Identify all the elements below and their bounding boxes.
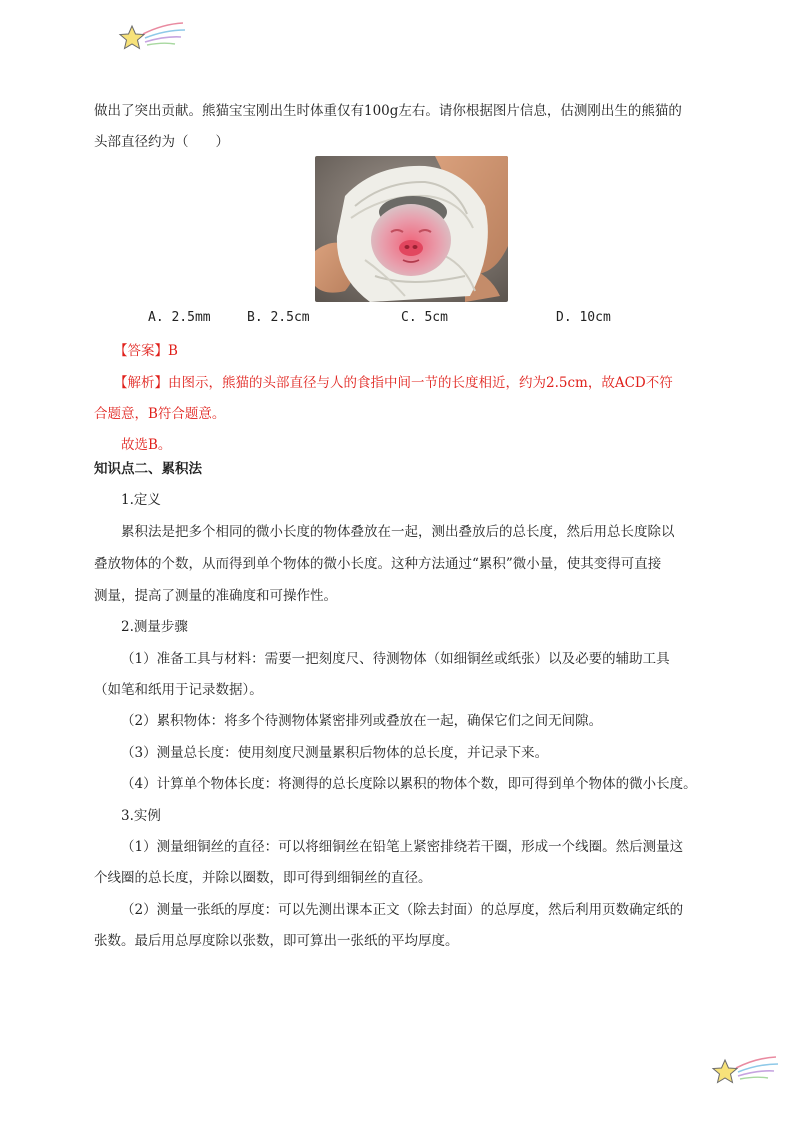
answer-label: 【答案】 bbox=[114, 343, 168, 359]
option-a: A. 2.5mm bbox=[148, 310, 211, 325]
definition-title: 1.定义 bbox=[121, 492, 161, 508]
step-3: （3）测量总长度：使用刻度尺测量累积后物体的总长度，并记录下来。 bbox=[121, 745, 549, 761]
answer-line bbox=[114, 341, 178, 361]
step-1-line-2: （如笔和纸用于记录数据）。 bbox=[94, 682, 263, 698]
step-2: （2）累积物体：将多个待测物体紧密排列或叠放在一起，确保它们之间无间隙。 bbox=[121, 713, 603, 729]
example-2-line-1: （2）测量一张纸的厚度：可以先测出课本正文（除去封面）的总厚度，然后利用页数确定纸的 bbox=[121, 902, 684, 918]
analysis-line-2: 合题意，B符合题意。 bbox=[94, 406, 226, 422]
analysis-conclusion: 故选B。 bbox=[121, 437, 172, 453]
steps-title: 2.测量步骤 bbox=[121, 619, 188, 635]
option-d: D. 10cm bbox=[556, 310, 611, 325]
definition-line-2: 叠放物体的个数，从而得到单个物体的微小长度。这种方法通过“累积”微小量，使其变得可直接 bbox=[94, 556, 662, 572]
question-line-2: 头部直径约为（ ） bbox=[94, 134, 229, 150]
shooting-star-icon bbox=[115, 18, 187, 58]
examples-title: 3.实例 bbox=[121, 808, 161, 824]
newborn-panda-photo bbox=[315, 156, 508, 302]
option-b: B. 2.5cm bbox=[247, 310, 310, 325]
analysis-text-1: 由图示，熊猫的头部直径与人的食指中间一节的长度相近，约为2.5cm，故ACD不符 bbox=[168, 375, 673, 391]
example-1-line-2: 个线圈的总长度，并除以圈数，即可得到细铜丝的直径。 bbox=[94, 870, 432, 886]
section-heading: 知识点二、累积法 bbox=[94, 461, 202, 477]
option-c: C. 5cm bbox=[401, 310, 448, 325]
definition-line-3: 测量，提高了测量的准确度和可操作性。 bbox=[94, 588, 337, 604]
analysis-label: 【解析】 bbox=[114, 375, 168, 391]
shooting-star-icon bbox=[708, 1052, 780, 1092]
step-4: （4）计算单个物体长度：将测得的总长度除以累积的物体个数，即可得到单个物体的微小长度。 bbox=[121, 776, 697, 792]
analysis-line-1 bbox=[114, 373, 673, 393]
definition-line-1: 累积法是把多个相同的微小长度的物体叠放在一起，测出叠放后的总长度，然后用总长度除以 bbox=[121, 524, 675, 540]
question-line-1: 做出了突出贡献。熊猫宝宝刚出生时体重仅有100g左右。请你根据图片信息，估测刚出生的熊猫的 bbox=[94, 103, 682, 119]
example-2-line-2: 张数。最后用总厚度除以张数，即可算出一张纸的平均厚度。 bbox=[94, 933, 459, 949]
example-1-line-1: （1）测量细铜丝的直径：可以将细铜丝在铅笔上紧密排绕若干圈，形成一个线圈。然后测量这 bbox=[121, 839, 684, 855]
step-1-line-1: （1）准备工具与材料：需要一把刻度尺、待测物体（如细铜丝或纸张）以及必要的辅助工具 bbox=[121, 651, 670, 667]
answer-value: B bbox=[168, 343, 178, 359]
